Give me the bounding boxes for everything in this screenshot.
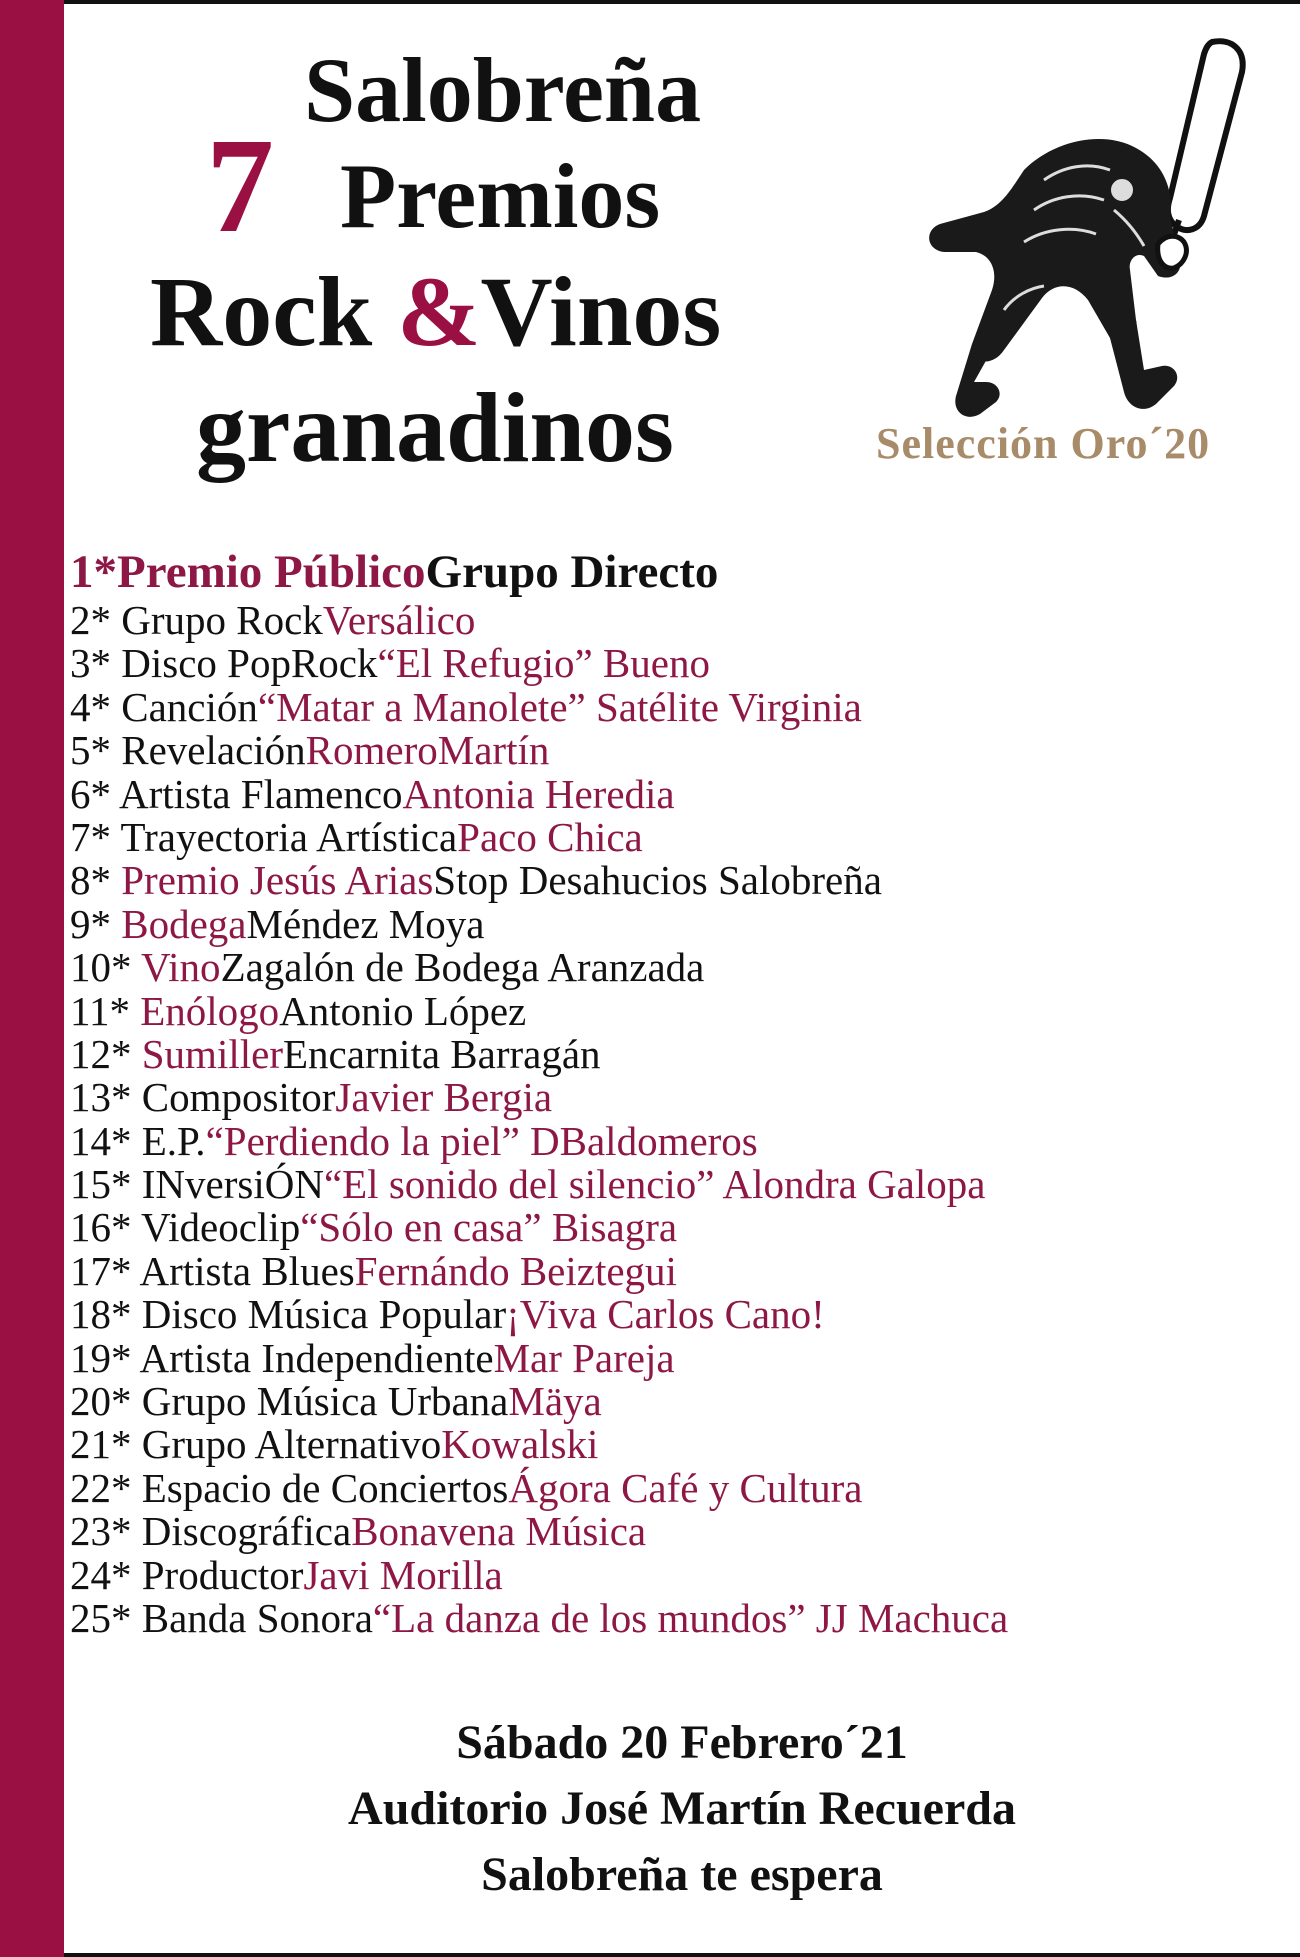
award-winner: Mäya	[508, 1378, 602, 1425]
award-category: Videoclip	[141, 1204, 301, 1251]
award-winner: Antonia Heredia	[402, 770, 675, 817]
event-tagline: Salobreña te espera	[481, 1848, 883, 1901]
award-number: 12*	[70, 1030, 132, 1077]
award-row	[70, 946, 1290, 989]
title-premios: Premios	[340, 145, 661, 247]
award-number: 18*	[70, 1291, 132, 1338]
award-winner: Javier Bergia	[335, 1074, 553, 1121]
poster-header	[64, 0, 1300, 540]
award-category: Trayectoria Artística	[120, 813, 458, 860]
award-category: Espacio de Conciertos	[141, 1464, 509, 1511]
award-category: Banda Sonora	[141, 1594, 373, 1641]
award-number: 25*	[70, 1594, 132, 1641]
award-number: 19*	[70, 1334, 132, 1381]
title-granadinos: granadinos	[196, 372, 674, 483]
award-category: Revelación	[121, 727, 306, 774]
title-rock-vinos	[150, 256, 722, 367]
award-row	[70, 1206, 1290, 1249]
award-number: 3*	[70, 640, 111, 687]
award-winner: Grupo Directo	[425, 546, 719, 598]
award-row	[70, 987, 1290, 1034]
award-category: E.P.	[141, 1117, 206, 1164]
award-winner: Bonavena Música	[351, 1508, 647, 1555]
award-winner: Antonio López	[279, 987, 527, 1034]
award-number: 22*	[70, 1464, 132, 1511]
bottom-border	[64, 1953, 1300, 1957]
award-row	[70, 1334, 1290, 1381]
award-winner: “El sonido del silencio” Alondra Galopa	[323, 1161, 986, 1208]
award-category: Grupo Rock	[121, 597, 323, 643]
award-winner: “Sólo en casa” Bisagra	[300, 1204, 678, 1251]
award-winner: Paco Chica	[457, 813, 643, 860]
award-row	[70, 1117, 1290, 1164]
award-row	[70, 1076, 1290, 1119]
award-row	[70, 1551, 1290, 1598]
award-number: 23*	[70, 1508, 132, 1555]
award-winner: Mar Pareja	[493, 1334, 675, 1381]
award-number: 5*	[70, 727, 111, 774]
award-winner: Encarnita Barragán	[282, 1030, 601, 1077]
award-category: Enólogo	[140, 987, 280, 1034]
left-accent-bar	[0, 0, 64, 1957]
award-category: Disco PopRock	[121, 640, 378, 687]
award-row	[70, 859, 1290, 902]
award-winner: “El Refugio” Bueno	[377, 640, 710, 687]
award-winner: Méndez Moya	[246, 900, 485, 947]
award-number: 10*	[70, 944, 132, 991]
award-row	[70, 900, 1290, 947]
award-category: Artista Blues	[139, 1247, 355, 1294]
award-row	[70, 813, 1290, 860]
award-number: 13*	[70, 1074, 132, 1121]
award-category: Artista Flamenco	[119, 770, 403, 817]
award-category: Compositor	[141, 1074, 336, 1121]
award-row	[70, 1423, 1290, 1466]
award-number: 1*	[70, 546, 117, 598]
award-winner: Kowalski	[441, 1421, 599, 1468]
award-category: INversiÓN	[141, 1161, 324, 1208]
award-winner: Stop Desahucios Salobreña	[433, 857, 882, 904]
award-number: 16*	[70, 1204, 132, 1251]
logo-caption: Selección Oro´20	[876, 419, 1211, 468]
award-winner: Ágora Café y Cultura	[508, 1464, 863, 1511]
award-category: Grupo Alternativo	[141, 1421, 442, 1468]
title-rock: Rock	[150, 256, 398, 367]
event-date: Sábado 20 Febrero´21	[456, 1716, 908, 1769]
award-number: 9*	[70, 900, 111, 947]
award-number: 17*	[70, 1247, 132, 1294]
award-row	[70, 1380, 1290, 1423]
award-number: 8*	[70, 857, 111, 904]
award-number: 24*	[70, 1551, 132, 1598]
award-category: Premio Público	[117, 546, 426, 598]
award-number: 14*	[70, 1117, 132, 1164]
winemaker-with-bottle-icon	[874, 20, 1294, 440]
award-number: 15*	[70, 1161, 132, 1208]
award-row	[70, 1464, 1290, 1511]
award-category: Canción	[121, 683, 258, 730]
award-category: Artista Independiente	[139, 1334, 494, 1381]
award-category: Productor	[141, 1551, 304, 1598]
award-category: Vino	[141, 944, 221, 991]
award-number: 6*	[70, 770, 111, 817]
award-row	[70, 1510, 1290, 1553]
event-venue: Auditorio José Martín Recuerda	[348, 1782, 1016, 1835]
award-number: 2*	[70, 597, 111, 643]
award-row	[70, 599, 1290, 642]
award-category: Discográfica	[141, 1508, 352, 1555]
award-row	[70, 545, 1290, 599]
award-row	[70, 729, 1290, 772]
awards-list	[70, 545, 1290, 1640]
award-row	[70, 642, 1290, 685]
award-winner: Fernándo Beiztegui	[354, 1247, 677, 1294]
award-row	[70, 1594, 1290, 1641]
award-row	[70, 1163, 1290, 1206]
award-row	[70, 1030, 1290, 1077]
award-winner: RomeroMartín	[305, 727, 550, 774]
title-vinos: Vinos	[480, 256, 722, 367]
award-winner: “Matar a Manolete” Satélite Virginia	[257, 683, 862, 730]
award-winner: Versálico	[322, 597, 476, 643]
award-winner: “La danza de los mundos” JJ Machuca	[372, 1594, 1009, 1641]
award-category: Grupo Música Urbana	[141, 1378, 509, 1425]
award-category: Sumiller	[141, 1030, 283, 1077]
award-row	[70, 1247, 1290, 1294]
award-row	[70, 770, 1290, 817]
award-category: Premio Jesús Arias	[121, 857, 434, 904]
award-winner: ¡Viva Carlos Cano!	[506, 1291, 825, 1338]
title-ampersand: &	[397, 256, 481, 367]
edition-number: 7	[206, 111, 274, 261]
award-number: 4*	[70, 683, 111, 730]
award-winner: “Perdiendo la piel” DBaldomeros	[205, 1117, 758, 1164]
award-winner: Zagalón de Bodega Aranzada	[220, 944, 705, 991]
award-winner: Javi Morilla	[303, 1551, 503, 1598]
title-town: Salobreña	[304, 39, 702, 141]
award-number: 11*	[70, 987, 130, 1034]
award-row	[70, 1293, 1290, 1336]
award-number: 20*	[70, 1378, 132, 1425]
event-details	[64, 1710, 1300, 1908]
award-number: 7*	[70, 813, 111, 860]
award-category: Disco Música Popular	[141, 1291, 507, 1338]
award-number: 21*	[70, 1421, 132, 1468]
award-row	[70, 683, 1290, 730]
award-category: Bodega	[121, 900, 247, 947]
